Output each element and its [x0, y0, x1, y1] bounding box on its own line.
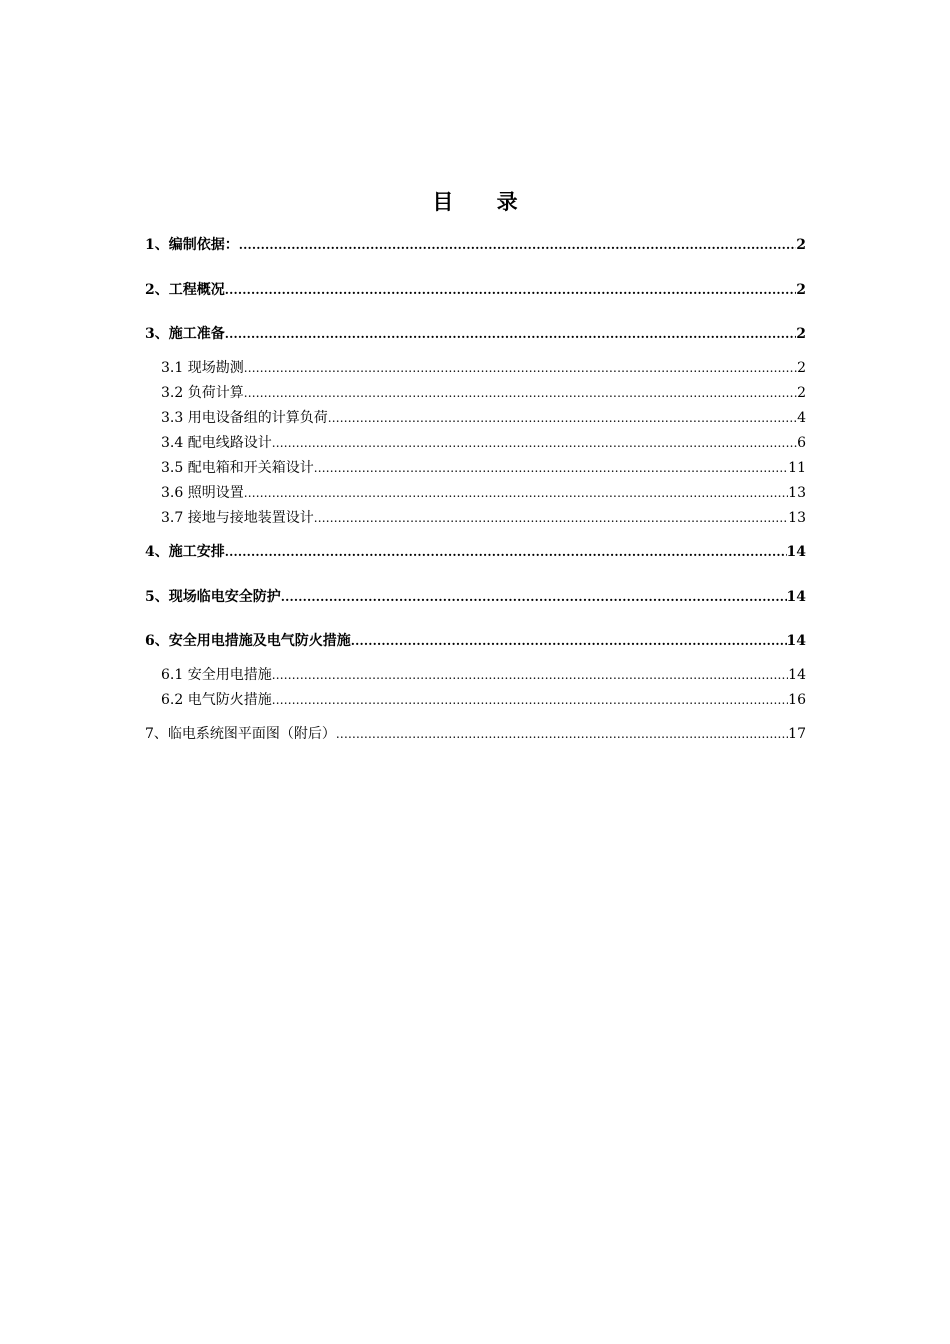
toc-entry-label: 7、临电系统图平面图（附后） [145, 726, 336, 742]
toc-entry[interactable] [161, 691, 806, 709]
toc-entry-page: 13 [788, 485, 806, 501]
toc-entry[interactable] [145, 632, 806, 650]
toc-entry-page: 14 [786, 544, 806, 560]
dot-leader [281, 588, 787, 606]
toc-entry-page: 11 [788, 460, 806, 476]
dot-leader [272, 434, 797, 452]
toc-entry[interactable] [161, 509, 806, 527]
toc-entry-page: 6 [797, 435, 806, 451]
dot-leader [239, 236, 797, 254]
toc-entry[interactable] [161, 666, 806, 684]
toc-entry-label: 3、施工准备 [145, 326, 225, 342]
toc-entry-page: 16 [788, 692, 806, 708]
toc-entry-label: 3.1 现场勘测 [161, 360, 244, 376]
toc-entry-page: 2 [796, 282, 806, 298]
toc-entry[interactable] [161, 459, 806, 477]
dot-leader [336, 725, 788, 743]
toc-entry-page: 2 [796, 326, 806, 342]
toc-entry[interactable] [161, 434, 806, 452]
dot-leader [272, 666, 788, 684]
dot-leader [272, 691, 788, 709]
toc-entry-label: 3.3 用电设备组的计算负荷 [161, 410, 328, 426]
toc-entry-label: 3.7 接地与接地装置设计 [161, 510, 314, 526]
toc-entry-page: 13 [788, 510, 806, 526]
toc-entry-label: 3.6 照明设置 [161, 485, 244, 501]
dot-leader [314, 509, 788, 527]
dot-leader [244, 384, 797, 402]
toc-entry-page: 4 [797, 410, 806, 426]
toc-entry-label: 6、安全用电措施及电气防火措施 [145, 633, 351, 649]
toc-entry[interactable] [161, 409, 806, 427]
toc-entry[interactable] [161, 384, 806, 402]
toc-entry[interactable] [145, 725, 806, 743]
toc-entry-page: 14 [788, 667, 806, 683]
toc-entry-label: 6.2 电气防火措施 [161, 692, 272, 708]
toc-entry-label: 3.5 配电箱和开关箱设计 [161, 460, 314, 476]
dot-leader [225, 325, 797, 343]
toc-entry-label: 2、工程概况 [145, 282, 225, 298]
toc-entry-label: 3.2 负荷计算 [161, 385, 244, 401]
toc-entry[interactable] [145, 281, 806, 299]
toc-entry-page: 2 [797, 360, 806, 376]
toc-entry[interactable] [145, 236, 806, 254]
toc-entry-page: 2 [797, 385, 806, 401]
toc-entry-label: 4、施工安排 [145, 544, 225, 560]
dot-leader [328, 409, 797, 427]
toc-entry-label: 5、现场临电安全防护 [145, 589, 281, 605]
toc-title: 目 录 [432, 189, 536, 214]
toc-entry-page: 14 [786, 589, 806, 605]
toc-entry[interactable] [145, 325, 806, 343]
toc-entry[interactable] [161, 484, 806, 502]
toc-entry-label: 6.1 安全用电措施 [161, 667, 272, 683]
toc-entry-label: 3.4 配电线路设计 [161, 435, 272, 451]
toc-entry-page: 17 [788, 726, 806, 742]
dot-leader [225, 543, 787, 561]
dot-leader [351, 632, 787, 650]
toc-entry[interactable] [161, 359, 806, 377]
dot-leader [225, 281, 797, 299]
toc-entry[interactable] [145, 543, 806, 561]
toc-entry-label: 1、编制依据： [145, 237, 239, 253]
dot-leader [244, 484, 788, 502]
dot-leader [314, 459, 788, 477]
dot-leader [244, 359, 797, 377]
toc-entry-page: 14 [786, 633, 806, 649]
toc-entry[interactable] [145, 588, 806, 606]
toc-entry-page: 2 [796, 237, 806, 253]
